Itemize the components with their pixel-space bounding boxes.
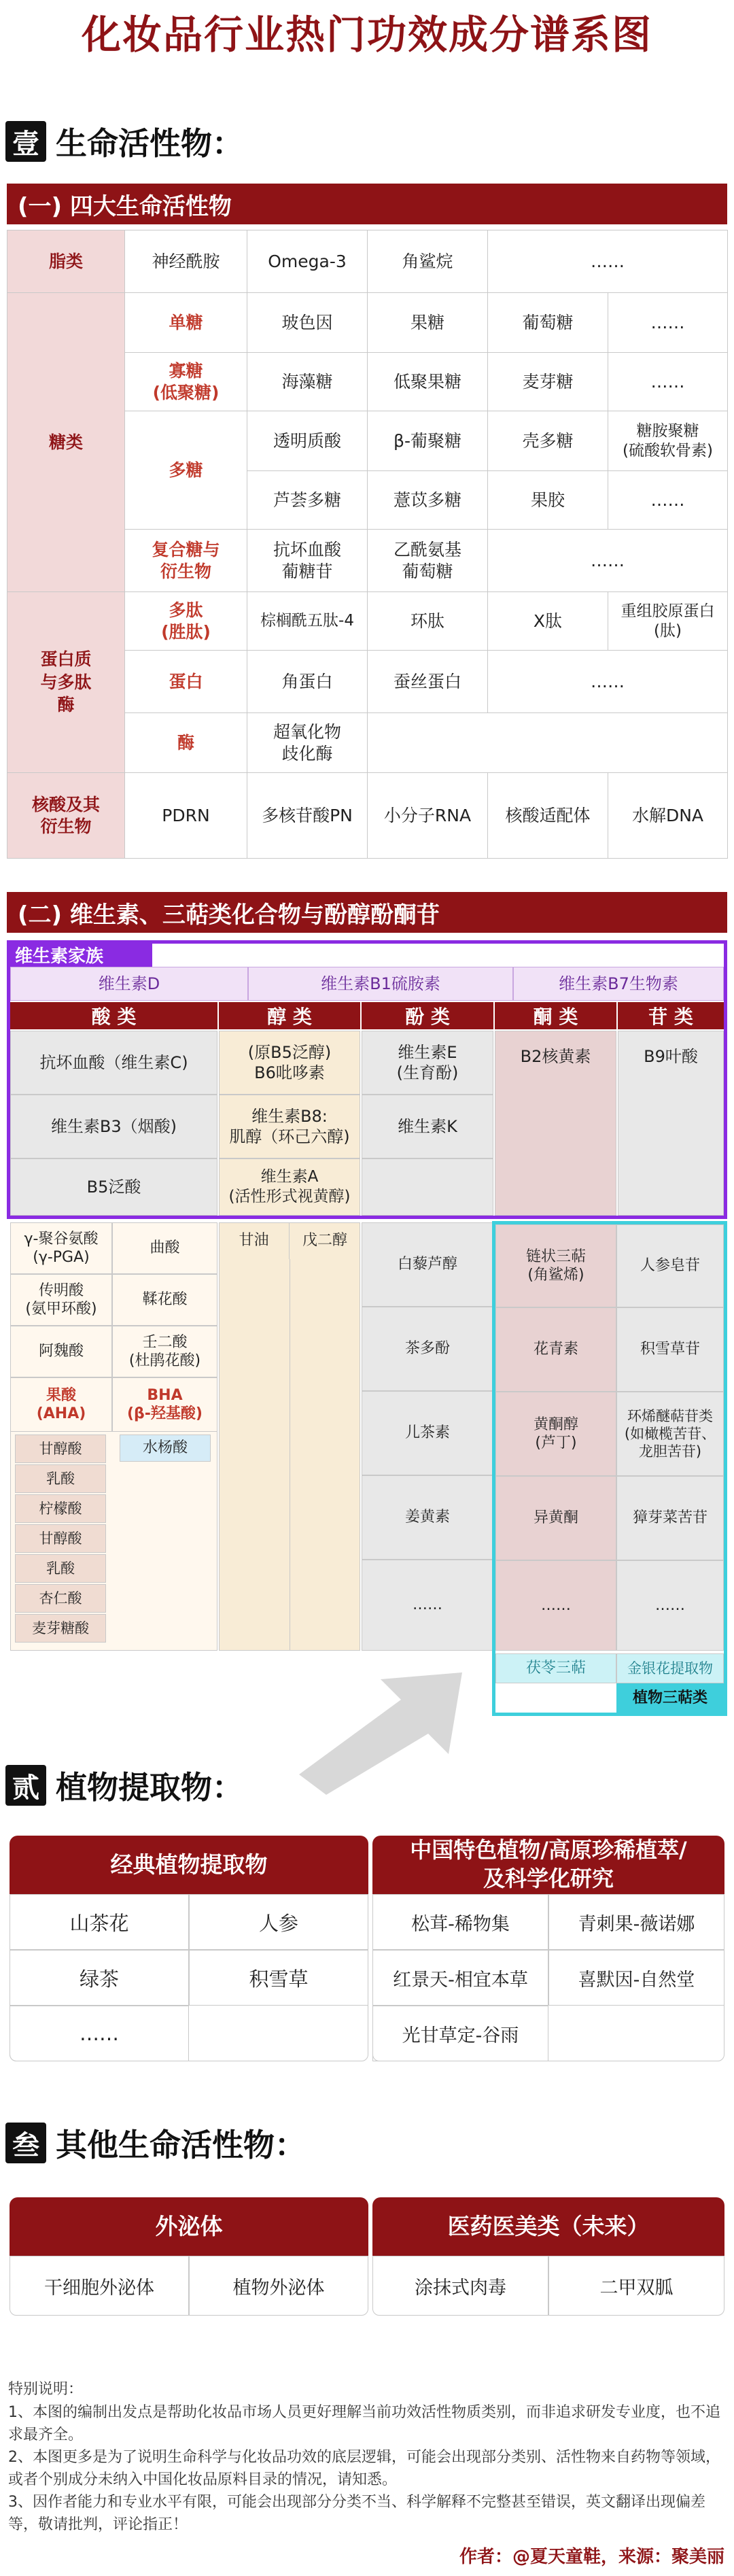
poly-item: 薏苡多糖 <box>368 471 488 530</box>
aha-item: 乳酸 <box>15 1554 106 1583</box>
acid-item: 壬二酸 (杜鹃花酸) <box>112 1326 217 1377</box>
protein-item: …… <box>488 651 728 713</box>
peptide-item: X肽 <box>488 592 608 651</box>
type-phenol-header: 酚 类 <box>362 1002 493 1029</box>
china-plant-header: 中国特色植物/高原珍稀植萃/ 及科学化研究 <box>372 1836 724 1894</box>
china-plant-item: 喜默因-自然堂 <box>548 1950 724 2006</box>
vit-group-b1: 维生素B1硫胺素 <box>248 967 513 1001</box>
complex-item: 乙酰氨基 葡萄糖 <box>368 530 488 592</box>
china-plant-item: 红景天-相宜本草 <box>372 1950 548 2006</box>
section1-title: 生命活性物： <box>56 125 243 162</box>
medical-header: 医药医美类（未来） <box>372 2197 724 2256</box>
vit-acid-item: B5泛酸 <box>10 1158 217 1216</box>
phenol-item: 茶多酚 <box>362 1307 493 1391</box>
ketone-item: 异黄酮 <box>495 1476 616 1560</box>
china-plant-item: 松茸-稀物集 <box>372 1894 548 1950</box>
ketone-item: 黄酮醇 (芦丁) <box>495 1392 616 1476</box>
china-plant-item: 光甘草定-谷雨 <box>372 2006 548 2061</box>
section2-badge: 贰 <box>5 1765 46 1806</box>
section3-badge: 叁 <box>5 2123 46 2163</box>
poly-item: 果胶 <box>488 471 608 530</box>
alcohol-item: 甘油 <box>219 1222 290 1259</box>
peptide-label: 多肽 (胜肽) <box>125 592 247 651</box>
poly-item: 糖胺聚糖 (硫酸软骨素) <box>608 411 728 471</box>
aha-item: 甘醇酸 <box>15 1435 106 1463</box>
complex-item: …… <box>488 530 728 592</box>
protein-category: 蛋白质 与多肽 酶 <box>7 592 125 773</box>
phenol-item: 白藜芦醇 <box>362 1222 493 1307</box>
classic-plant-item: 绿茶 <box>10 1950 189 2006</box>
vitamin-family-label: 维生素家族 <box>10 942 152 967</box>
ketone-item: …… <box>495 1560 616 1651</box>
vit-acid-item: 抗坏血酸（维生素C) <box>10 1031 217 1095</box>
glycoside-item: 积雪草苷 <box>616 1307 724 1392</box>
nucleic-item: 核酸适配体 <box>488 773 608 859</box>
fat-item: …… <box>488 230 728 293</box>
protein-label: 蛋白 <box>125 651 247 713</box>
fat-item: 角鲨烷 <box>368 230 488 293</box>
glycoside-item: 獐芽菜苦苷 <box>616 1476 724 1560</box>
section2-title: 植物提取物： <box>56 1769 243 1806</box>
type-ketone-header: 酮 类 <box>495 1002 616 1029</box>
nucleic-item: 多核苷酸PN <box>247 773 368 859</box>
protein-item: 角蛋白 <box>247 651 368 713</box>
fat-item: Omega-3 <box>247 230 368 293</box>
subsection1-bar: (一) 四大生命活性物 <box>7 184 727 224</box>
triterpene-label: 植物三萜类 <box>616 1683 724 1713</box>
medical-item: 二甲双胍 <box>548 2256 724 2316</box>
type-glycoside-header: 苷 类 <box>618 1002 724 1029</box>
classic-plant-header: 经典植物提取物 <box>10 1836 368 1894</box>
type-alcohol-header: 醇 类 <box>219 1002 360 1029</box>
acid-item: 曲酸 <box>112 1222 217 1274</box>
poly-item: β-葡聚糖 <box>368 411 488 471</box>
ketone-item: 链状三萜 (角鲨烯) <box>495 1224 616 1307</box>
aha-item: 乳酸 <box>15 1464 106 1493</box>
aha-item: 甘醇酸 <box>15 1524 106 1553</box>
enzyme-empty <box>368 713 728 773</box>
nucleic-item: 小分子RNA <box>368 773 488 859</box>
mono-label: 单糖 <box>125 293 247 353</box>
oligo-item: 海藻糖 <box>247 353 368 411</box>
note-2: 2、本图更多是为了说明生命科学与化妆品功效的底层逻辑，可能会出现部分类别、活性物来自药物等领域，或者个别成分未纳入中国化妆品原料目录的情况，请知悉。 <box>8 2449 721 2488</box>
author-credit: 作者：@夏天童鞋，来源：聚美丽 <box>459 2547 724 2567</box>
china-plant-item: 青刺果-薇诺娜 <box>548 1894 724 1950</box>
glycoside-item: …… <box>616 1560 724 1651</box>
mono-item: 果糖 <box>368 293 488 353</box>
bha-label: BHA (β-羟基酸) <box>112 1377 217 1432</box>
poly-item: 透明质酸 <box>247 411 368 471</box>
exosome-item: 植物外泌体 <box>189 2256 368 2316</box>
acid-item: 阿魏酸 <box>10 1326 112 1377</box>
vit-acid-item: 维生素B3（烟酸) <box>10 1095 217 1158</box>
nucleic-category: 核酸及其 衍生物 <box>7 773 125 859</box>
fat-category: 脂类 <box>7 230 125 293</box>
acid-item: 鞣花酸 <box>112 1274 217 1326</box>
type-acid-header: 酸 类 <box>10 1002 217 1029</box>
peptide-item: 棕榈酰五肽-4 <box>247 592 368 651</box>
poly-label: 多糖 <box>125 411 247 530</box>
protein-item: 蚕丝蛋白 <box>368 651 488 713</box>
enzyme-item: 超氧化物 歧化酶 <box>247 713 368 773</box>
poly-item: 壳多糖 <box>488 411 608 471</box>
sugar-category: 糖类 <box>7 293 125 592</box>
oligo-label: 寡糖 (低聚糖) <box>125 353 247 411</box>
mono-item: 玻色因 <box>247 293 368 353</box>
vit-ketone-item: B2核黄素 <box>495 1031 616 1216</box>
vit-alcohol-item: 维生素B8: 肌醇（环己六醇) <box>219 1095 360 1158</box>
life-actives-table <box>7 230 728 859</box>
alcohol-item: 戊二醇 <box>302 1232 347 1250</box>
nucleic-item: PDRN <box>125 773 247 859</box>
peptide-item: 环肽 <box>368 592 488 651</box>
vit-group-b7: 维生素B7生物素 <box>513 967 724 1001</box>
poly-item: …… <box>608 471 728 530</box>
aha-item: 麦芽糖酸 <box>15 1614 106 1643</box>
phenol-item: …… <box>362 1560 493 1651</box>
aha-item: 柠檬酸 <box>15 1494 106 1523</box>
acid-item: γ-聚谷氨酸 (γ-PGA) <box>10 1222 112 1274</box>
vit-glycoside-item: B9叶酸 <box>618 1031 724 1216</box>
enzyme-label: 酶 <box>125 713 247 773</box>
oligo-item: 麦芽糖 <box>488 353 608 411</box>
classic-plant-item: …… <box>10 2006 189 2061</box>
acid-item: 传明酸 (氨甲环酸) <box>10 1274 112 1326</box>
phenol-item: 姜黄素 <box>362 1475 493 1560</box>
vit-phenol-item: 维生素K <box>362 1095 493 1158</box>
tri-item: 茯苓三萜 <box>495 1653 616 1683</box>
classic-plant-item: 人参 <box>189 1894 368 1950</box>
glycoside-item: 人参皂苷 <box>616 1224 724 1307</box>
aha-item: 杏仁酸 <box>15 1584 106 1613</box>
complex-label: 复合糖与 衍生物 <box>125 530 247 592</box>
bha-item: 水杨酸 <box>120 1435 211 1462</box>
note-3: 3、因作者能力和专业水平有限，可能会出现部分分类不当、科学解释不完整甚至错误，英文翻译出现偏差等，敬请批判，评论指正！ <box>8 2494 706 2533</box>
vit-group-d: 维生素D <box>10 967 248 1001</box>
note-1: 1、本图的编制出发点是帮助化妆品市场人员更好理解当前功效活性物质类别，而非追求研发专业度，也不追求最齐全。 <box>8 2404 721 2443</box>
vit-phenol-empty <box>362 1158 493 1216</box>
vit-alcohol-item: (原B5泛醇) B6吡哆素 <box>219 1031 360 1095</box>
mono-item: …… <box>608 293 728 353</box>
poly-item: 芦荟多糖 <box>247 471 368 530</box>
subsection2-bar: (二) 维生素、三萜类化合物与酚醇酚酮苷 <box>7 892 727 933</box>
classic-plant-item: 积雪草 <box>189 1950 368 2006</box>
mono-item: 葡萄糖 <box>488 293 608 353</box>
vit-alcohol-item: 维生素A (活性形式视黄醇) <box>219 1158 360 1216</box>
section3-title: 其他生命活性物： <box>56 2127 306 2163</box>
ketone-item: 花青素 <box>495 1307 616 1392</box>
nucleic-item: 水解DNA <box>608 773 728 859</box>
fat-item: 神经酰胺 <box>125 230 247 293</box>
exosome-header: 外泌体 <box>10 2197 368 2256</box>
oligo-item: 低聚果糖 <box>368 353 488 411</box>
glycoside-item: 环烯醚萜苷类 (如橄榄苦苷、 龙胆苦苷) <box>616 1392 724 1476</box>
peptide-item: 重组胶原蛋白 (肽) <box>608 592 728 651</box>
complex-item: 抗坏血酸 葡糖苷 <box>247 530 368 592</box>
oligo-item: …… <box>608 353 728 411</box>
phenol-item: 儿茶素 <box>362 1391 493 1475</box>
aha-label: 果酸 (AHA) <box>10 1377 112 1432</box>
classic-plant-item: 山茶花 <box>10 1894 189 1950</box>
medical-item: 涂抹式肉毒 <box>372 2256 548 2316</box>
arrow-icon <box>292 1659 476 1795</box>
tri-item: 金银花提取物 <box>616 1653 724 1683</box>
page-title: 化妆品行业热门功效成分谱系图 <box>81 12 652 58</box>
vit-phenol-item: 维生素E (生育酚) <box>362 1031 493 1095</box>
section1-badge: 壹 <box>5 121 46 162</box>
notes-title: 特别说明： <box>8 2381 84 2398</box>
exosome-item: 干细胞外泌体 <box>10 2256 189 2316</box>
